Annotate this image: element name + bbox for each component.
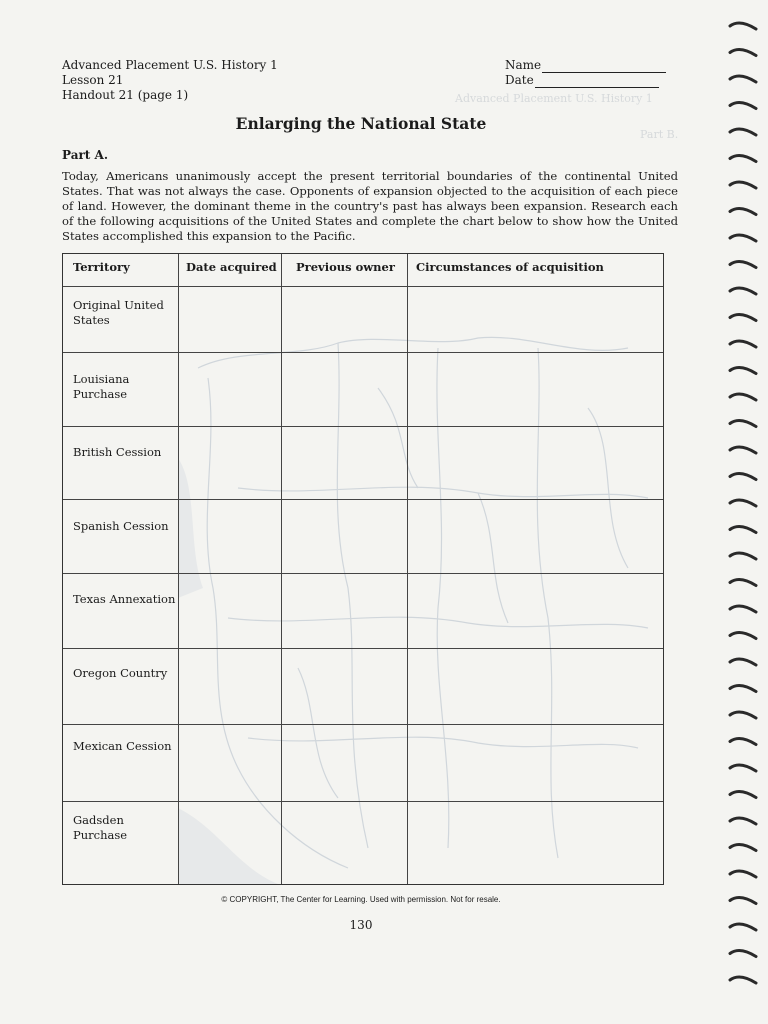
name-field[interactable] <box>505 58 666 73</box>
date-label: Date <box>505 73 534 87</box>
spiral-coil <box>730 791 756 797</box>
row-divider <box>63 352 663 353</box>
spiral-coil <box>730 500 756 506</box>
handout-line: Handout 21 (page 1) <box>62 88 189 102</box>
row-divider <box>63 499 663 500</box>
spiral-coil <box>730 314 756 320</box>
spiral-coil <box>730 394 756 400</box>
spiral-coil <box>730 367 756 373</box>
spiral-coil <box>730 235 756 241</box>
column-header-previous-owner: Previous owner <box>296 260 395 274</box>
spiral-coil <box>730 712 756 718</box>
column-divider <box>178 254 179 884</box>
row-divider <box>63 573 663 574</box>
spiral-coil <box>730 871 756 877</box>
column-divider <box>281 254 282 884</box>
spiral-coil <box>730 738 756 744</box>
spiral-coil <box>730 818 756 824</box>
part-label: Part A. <box>62 148 109 162</box>
row-divider <box>63 286 663 287</box>
spiral-coil <box>730 897 756 903</box>
spiral-coil <box>730 685 756 691</box>
spiral-coil <box>730 526 756 532</box>
spiral-coil <box>730 579 756 585</box>
copyright-footer: © COPYRIGHT, The Center for Learning. Used with permission. Not for resale. <box>221 895 501 904</box>
column-header-circumstances: Circumstances of acquisition <box>416 260 604 274</box>
handout-header <box>62 58 278 103</box>
column-header-territory: Territory <box>73 260 130 274</box>
row-label-british-cession: British Cession <box>73 445 162 459</box>
name-label: Name <box>505 58 542 72</box>
map-bleed-through <box>178 288 664 884</box>
spiral-coil <box>730 341 756 347</box>
spiral-coil <box>730 155 756 161</box>
course-line: Advanced Placement U.S. History 1 <box>62 58 278 72</box>
column-divider <box>407 254 408 884</box>
page-number: 130 <box>349 918 373 932</box>
spiral-coil <box>730 473 756 479</box>
spiral-binding <box>726 16 762 996</box>
spiral-coil <box>730 129 756 135</box>
row-divider <box>63 724 663 725</box>
spiral-coil <box>730 447 756 453</box>
row-divider <box>63 801 663 802</box>
column-header-date-acquired: Date acquired <box>186 260 277 274</box>
row-divider <box>63 426 663 427</box>
acquisition-table <box>62 253 664 885</box>
lesson-line: Lesson 21 <box>62 73 124 87</box>
row-divider <box>63 648 663 649</box>
row-label-gadsden-purchase: Gadsden Purchase <box>73 813 128 842</box>
spiral-coil <box>730 844 756 850</box>
spiral-coil <box>730 208 756 214</box>
spiral-coil <box>730 49 756 55</box>
intro-paragraph: Today, Americans unanimously accept the present territorial boundaries of the continental United States. That was not always the case. Opponents of expansion objected to the acquisition of each piece of land. However, the dominant theme in the country's past has always been expansion. Research each of the following acquisitions of the United States and complete the chart below to show how the United States accomplished this expansion to the Pacific. <box>62 169 678 243</box>
page-title: Enlarging the National State <box>235 114 487 133</box>
row-label-original-united-states: Original United States <box>73 298 164 327</box>
spiral-coil <box>730 102 756 108</box>
date-line <box>535 76 659 88</box>
spiral-coil <box>730 977 756 983</box>
spiral-coil <box>730 950 756 956</box>
spiral-coil <box>730 924 756 930</box>
spiral-coil <box>730 288 756 294</box>
spiral-coil <box>730 606 756 612</box>
spiral-coil <box>730 659 756 665</box>
name-line <box>542 61 666 73</box>
spiral-coil <box>730 420 756 426</box>
row-label-texas-annexation: Texas Annexation <box>73 592 176 606</box>
row-label-spanish-cession: Spanish Cession <box>73 519 169 533</box>
spiral-coil <box>730 632 756 638</box>
row-label-oregon-country: Oregon Country <box>73 666 168 680</box>
date-field[interactable] <box>505 73 666 88</box>
spiral-coil <box>730 76 756 82</box>
spiral-coil <box>730 23 756 29</box>
spiral-coil <box>730 553 756 559</box>
name-date-block <box>505 58 666 88</box>
row-label-mexican-cession: Mexican Cession <box>73 739 172 753</box>
spiral-coil <box>730 182 756 188</box>
bleed-through-text: Advanced Placement U.S. History 1 <box>455 92 653 105</box>
spiral-coil <box>730 765 756 771</box>
spiral-coil <box>730 261 756 267</box>
bleed-through-text: Part B. <box>640 128 679 141</box>
row-label-louisiana-purchase: Louisiana Purchase <box>73 372 130 401</box>
